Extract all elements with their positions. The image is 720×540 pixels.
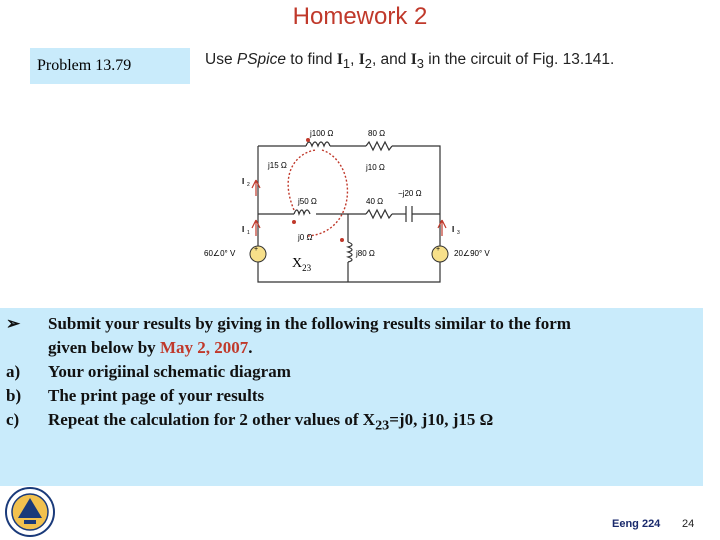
svg-text:I: I xyxy=(452,225,455,234)
bullet-text-line2: given below by xyxy=(48,338,160,357)
label-source-right: 20∠90° V xyxy=(454,249,490,258)
inductor-j100 xyxy=(306,142,330,146)
svg-text:+: + xyxy=(436,246,441,253)
x23-label: $X_{23}$ xyxy=(292,256,312,273)
label-j80: j80 Ω xyxy=(356,249,375,258)
resistor-80 xyxy=(366,142,392,150)
footer-course: Eeng 224 xyxy=(612,518,661,530)
page-number: 24 xyxy=(682,518,695,530)
label-j15: j15 Ω xyxy=(268,161,287,170)
svg-text:+: + xyxy=(254,246,259,253)
label-j100: j100 Ω xyxy=(310,129,334,138)
circuit-diagram xyxy=(198,122,510,284)
label-j50: j50 Ω xyxy=(298,197,317,206)
resistor-40 xyxy=(366,210,392,218)
svg-text:3: 3 xyxy=(457,230,460,236)
problem-label-box xyxy=(30,48,190,84)
label-j10: j10 Ω xyxy=(366,163,385,172)
svg-text:I: I xyxy=(242,225,245,234)
inductor-j50 xyxy=(294,210,310,214)
svg-text:I: I xyxy=(242,177,245,186)
label-mj20: −j20 Ω xyxy=(398,189,422,198)
label-80: 80 Ω xyxy=(368,129,386,138)
svg-text:1: 1 xyxy=(247,230,250,236)
label-source-left: 60∠0° V xyxy=(204,249,236,258)
inductor-j80 xyxy=(348,242,352,262)
label-j0: j0 Ω xyxy=(298,233,313,242)
problem-label: Problem 13.79 xyxy=(37,57,132,74)
instructions-box: ➢ Submit your results by giving in the following results similar to the form given below by May 2, 2007. a) Your origiinal schematic diagram b) The print page of your results c) Repeat the calculation for 2 other values of $X_{23}=j0$, j10, j15 Ω xyxy=(0,308,703,486)
problem-statement: Use PSpice to find $I_1$, $I_2$, and $I_3$ in the circuit of Fig. 13.141. xyxy=(205,51,615,72)
bullet-text-line1: Submit your results by giving in the following results similar to the form xyxy=(48,314,571,333)
arrow-bullet-icon: ➢ xyxy=(6,314,21,333)
deadline-date: May 2, 2007 xyxy=(159,338,249,357)
label-40: 40 Ω xyxy=(366,197,384,206)
svg-text:2: 2 xyxy=(247,182,250,188)
university-logo xyxy=(2,486,58,538)
slide-title: Homework 2 xyxy=(292,3,428,30)
